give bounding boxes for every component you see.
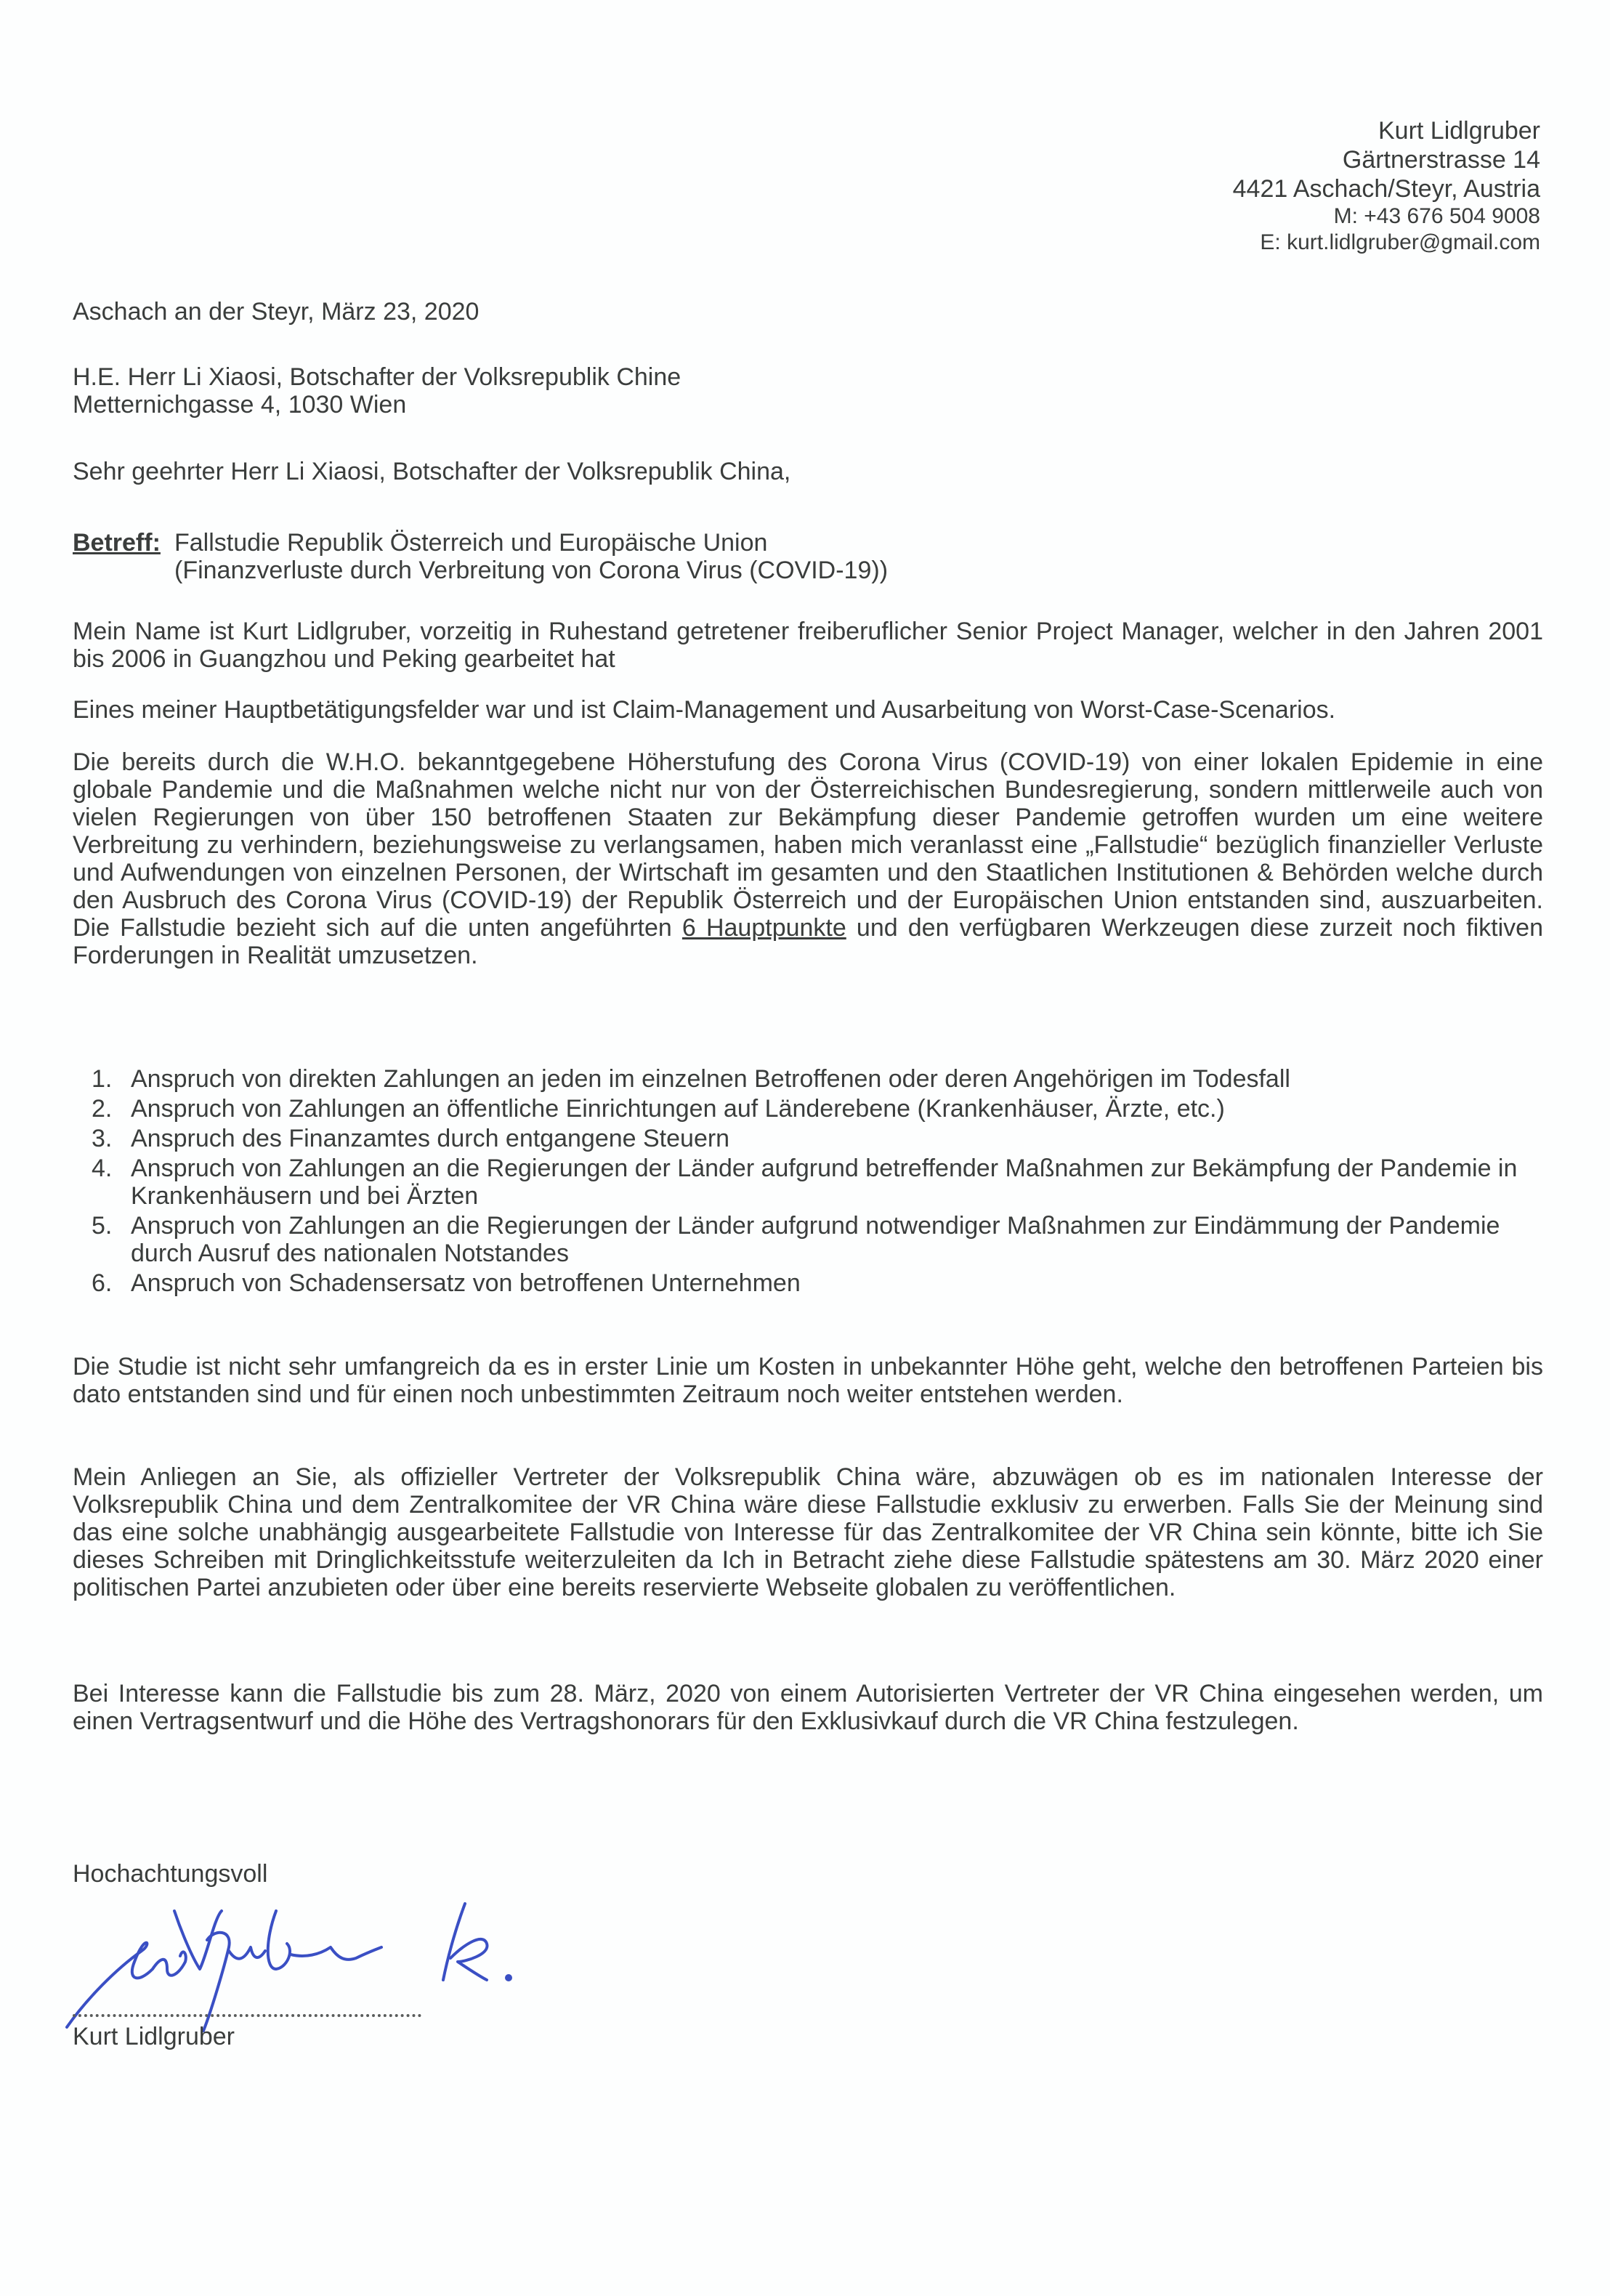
list-item-text: Anspruch von direkten Zahlungen an jeden im einzelnen Betroffenen oder deren Angehörigen im Todesfall <box>131 1065 1290 1093</box>
main-points-reference: 6 Hauptpunkte <box>681 914 846 942</box>
recipient-line-2: Metternichgasse 4, 1030 Wien <box>73 391 407 419</box>
handwritten-signature-icon <box>58 1889 639 2034</box>
sender-street: Gärtnerstrasse 14 <box>1342 146 1540 174</box>
paragraph-request: Mein Anliegen an Sie, als offizieller Vertreter der Volksrepublik China wäre, abzuwägen ob es im nationalen Interesse der Volksrepublik China und dem Zentralkomitee der VR China wäre diese Fallstudie exklusiv zu erwerben. Falls Sie der Meinung sind das eine solche unabhängig ausgearbeitete Fallstudie von Interesse für das Zentralkomitee der VR China sein könnte, bitte ich Sie dieses Schreiben mit Dringlichkeitsstufe weiterzuleiten da Ich in Betracht ziehe diese Fallstudie spätestens am 30. März 2020 einer politischen Partei anzubieten oder über eine bereits reservierte Webseite globalen zu veröffentlichen. <box>73 1463 1543 1601</box>
list-item-text: Anspruch von Zahlungen an die Regierungen der Länder aufgrund notwendiger Maßnahmen zur Eindämmung der Pandemie durch Ausruf des nationalen Notstandes <box>131 1212 1500 1267</box>
signature-line <box>73 2014 421 2017</box>
sender-name: Kurt Lidlgruber <box>1378 117 1540 145</box>
paragraph-intro: Mein Name ist Kurt Lidlgruber, vorzeitig in Ruhestand getretener freiberuflicher Senior Project Manager, welcher in den Jahren 2001 bis 2006 in Guangzhou und Peking gearbeitet hat <box>73 618 1543 673</box>
list-item-number: 5. <box>92 1212 113 1240</box>
list-item <box>73 1212 1543 1267</box>
closing: Hochachtungsvoll <box>73 1860 268 1888</box>
subject-label: Betreff: <box>73 529 161 557</box>
salutation: Sehr geehrter Herr Li Xiaosi, Botschafter der Volksrepublik China, <box>73 458 791 485</box>
subject-subtitle: (Finanzverluste durch Verbreitung von Corona Virus (COVID-19)) <box>174 557 889 584</box>
sender-email: E: kurt.lidlgruber@gmail.com <box>1260 230 1540 254</box>
subject-line <box>73 529 1543 584</box>
list-item <box>73 1065 1543 1093</box>
signer-name: Kurt Lidlgruber <box>73 2023 235 2050</box>
recipient-address-block <box>73 363 1543 419</box>
paragraph-focus: Eines meiner Hauptbetätigungsfelder war und ist Claim-Management und Ausarbeitung von Worst-Case-Scenarios. <box>73 696 1336 724</box>
list-item-text: Anspruch von Zahlungen an öffentliche Einrichtungen auf Länderebene (Krankenhäuser, Ärzte, etc.) <box>131 1095 1225 1123</box>
list-item-number: 4. <box>92 1155 113 1182</box>
list-item <box>73 1095 1543 1123</box>
case-study-text-before: Die bereits durch die W.H.O. bekanntgegebene Höherstufung des Corona Virus (COVID-19) von einer lokalen Epidemie in eine globale Pandemie und die Maßnahmen welche nicht nur von der Österreichischen Bundesregierung, sondern mittlerweile auch von vielen Regierungen von über 150 betroffenen Staaten zur Bekämpfung dieser Pandemie getroffen wurden um eine weitere Verbreitung zu verhindern, beziehungsweise zu verlangsamen, haben mich veranlasst eine „Fallstudie“ bezüglich finanzieller Verluste und Aufwendungen von einzelnen Personen, der Wirtschaft im gesamten und den Staatlichen Institutionen & Behörden welche durch den Ausbruch des Corona Virus (COVID-19) der Republik Österreich und der Europäischen Union entstanden sind, auszuarbeiten. Die Fallstudie bezieht sich auf die unten angeführten <box>73 748 1543 942</box>
claims-list <box>73 1065 1543 1299</box>
list-item-text: Anspruch von Schadensersatz von betroffenen Unternehmen <box>131 1269 801 1297</box>
list-item-text: Anspruch von Zahlungen an die Regierungen der Länder aufgrund betreffender Maßnahmen zur Bekämpfung der Pandemie in Krankenhäusern und bei Ärzten <box>131 1155 1518 1210</box>
subject-title: Fallstudie Republik Österreich und Europäische Union <box>174 529 768 557</box>
list-item <box>73 1155 1543 1210</box>
list-item-number: 6. <box>92 1269 113 1297</box>
sender-address-block <box>1233 116 1540 256</box>
paragraph-case-study <box>73 748 1543 969</box>
paragraph-deadline: Bei Interesse kann die Fallstudie bis zum 28. März, 2020 von einem Autorisierten Vertreter der VR China eingesehen werden, um einen Vertragsentwurf und die Höhe des Vertragshonorars für den Exklusivkauf durch die VR China festzulegen. <box>73 1680 1543 1735</box>
list-item-number: 2. <box>92 1095 113 1123</box>
case-study-text-after: und den verfügbaren Werkzeugen diese zurzeit noch fiktiven Forderungen in Realität umzusetzen. <box>73 914 1543 969</box>
sender-mobile: M: +43 676 504 9008 <box>1333 204 1540 228</box>
sender-city: 4421 Aschach/Steyr, Austria <box>1232 175 1540 203</box>
list-item <box>73 1269 1543 1297</box>
list-item-number: 1. <box>92 1065 113 1093</box>
paragraph-scope: Die Studie ist nicht sehr umfangreich da es in erster Linie um Kosten in unbekannter Höhe geht, welche den betroffenen Parteien bis dato entstanden sind und für einen noch unbestimmten Zeitraum noch weiter entstehen werden. <box>73 1353 1543 1408</box>
list-item-text: Anspruch des Finanzamtes durch entgangene Steuern <box>131 1125 730 1152</box>
recipient-line-1: H.E. Herr Li Xiaosi, Botschafter der Volksrepublik Chine <box>73 363 681 391</box>
list-item <box>73 1125 1543 1152</box>
date-line: Aschach an der Steyr, März 23, 2020 <box>73 298 480 326</box>
list-item-number: 3. <box>92 1125 113 1152</box>
